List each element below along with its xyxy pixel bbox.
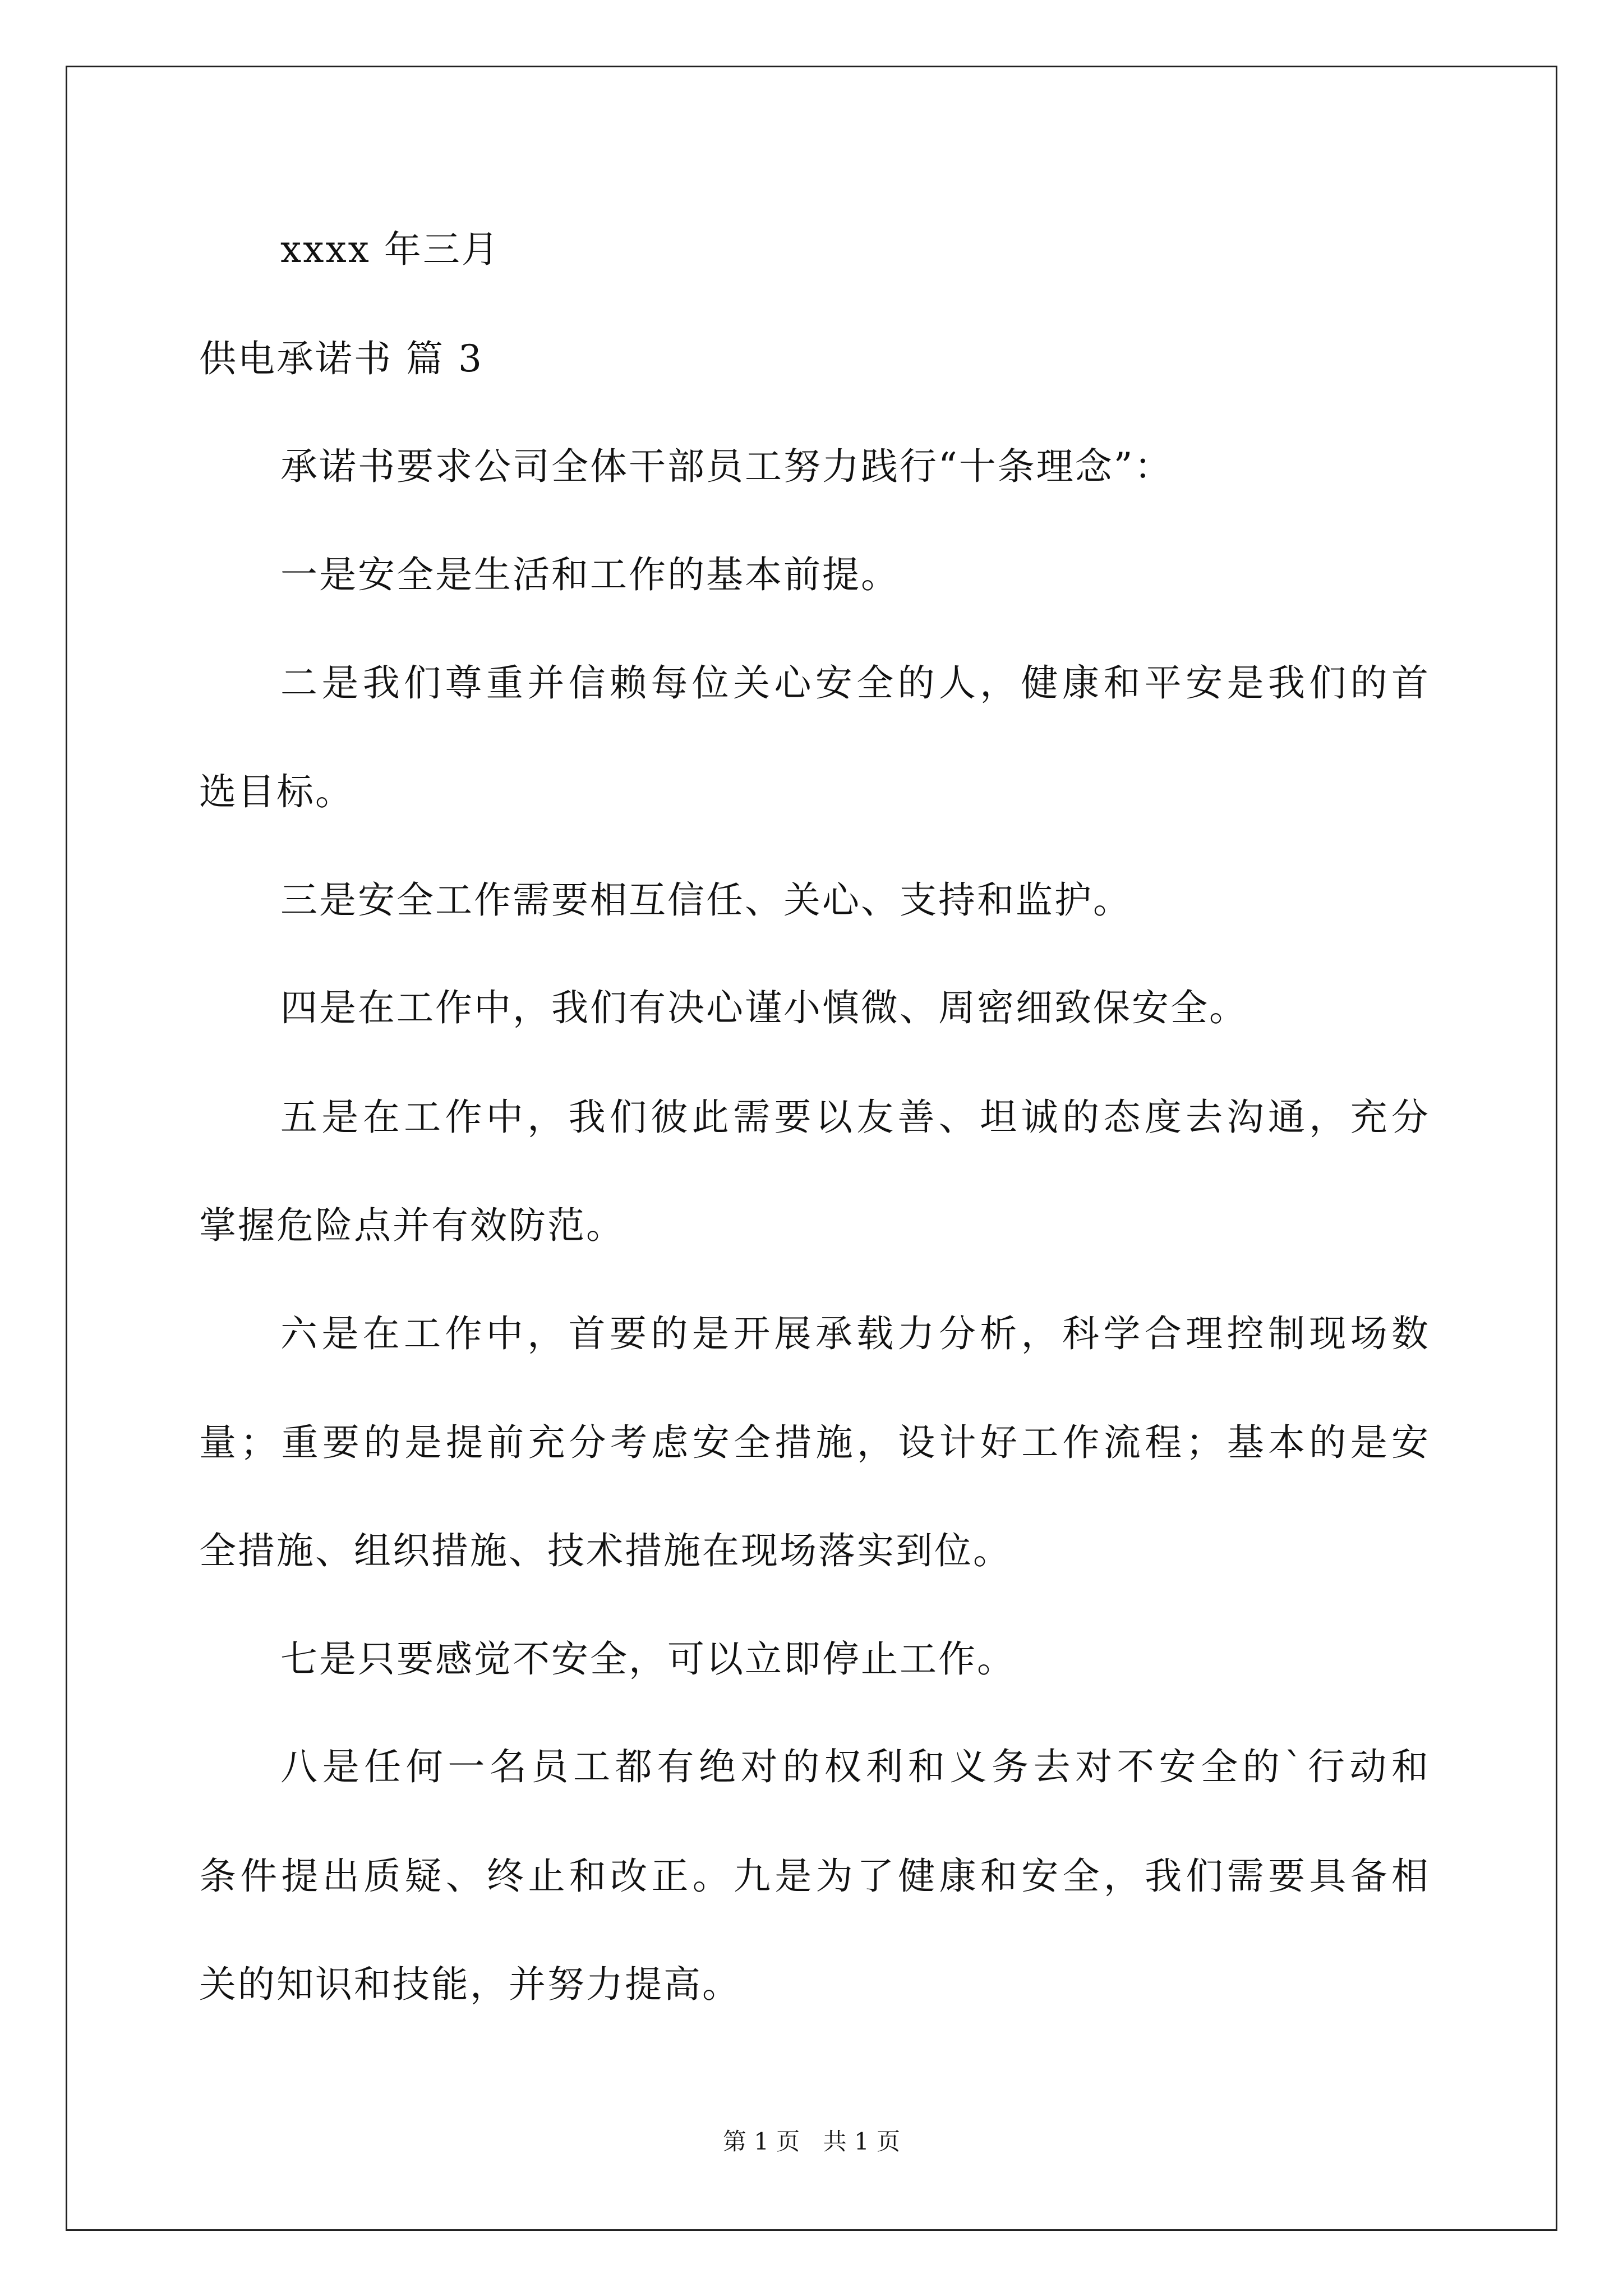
paragraph-item-8-line-1: 八是任何一名员工都有绝对的权利和义务去对不安全的`行动和	[280, 1745, 1430, 1788]
page-total: 共 1 页	[823, 2128, 901, 2155]
paragraph-item-7: 七是只要感觉不安全，可以立即停止工作。	[280, 1637, 1016, 1681]
paragraph-item-8-line-3: 关的知识和技能，并努力提高。	[199, 1963, 741, 2006]
paragraph-item-6-line-2: 量；重要的是提前充分考虑安全措施，设计好工作流程；基本的是安	[199, 1421, 1430, 1464]
paragraph-item-1: 一是安全是生活和工作的基本前提。	[280, 553, 900, 596]
paragraph-item-3: 三是安全工作需要相互信任、关心、支持和监护。	[280, 878, 1132, 922]
paragraph-item-8-line-2: 条件提出质疑、终止和改正。九是为了健康和安全，我们需要具备相	[199, 1855, 1430, 1898]
page-border	[66, 66, 1557, 2231]
paragraph-item-6-line-3: 全措施、组织措施、技术措施在现场落实到位。	[199, 1529, 1012, 1572]
page-footer	[0, 2128, 1623, 2156]
section-title: 供电承诺书 篇 3	[199, 337, 483, 380]
paragraph-item-2-line-2: 选目标。	[199, 770, 354, 813]
paragraph-item-2-line-1: 二是我们尊重并信赖每位关心安全的人，健康和平安是我们的首	[280, 661, 1430, 705]
paragraph-item-6-line-1: 六是在工作中，首要的是开展承载力分析，科学合理控制现场数	[280, 1312, 1430, 1355]
paragraph-item-4: 四是在工作中，我们有决心谨小慎微、周密细致保安全。	[280, 986, 1248, 1029]
paragraph-item-5-line-2: 掌握危险点并有效防范。	[199, 1204, 625, 1247]
page-number: 第 1 页	[722, 2128, 800, 2155]
paragraph-item-5-line-1: 五是在工作中，我们彼此需要以友善、坦诚的态度去沟通，充分	[280, 1096, 1430, 1139]
paragraph-intro: 承诺书要求公司全体干部员工努力践行“十条理念”：	[280, 445, 1173, 488]
date-line: xxxx 年三月	[280, 228, 500, 271]
